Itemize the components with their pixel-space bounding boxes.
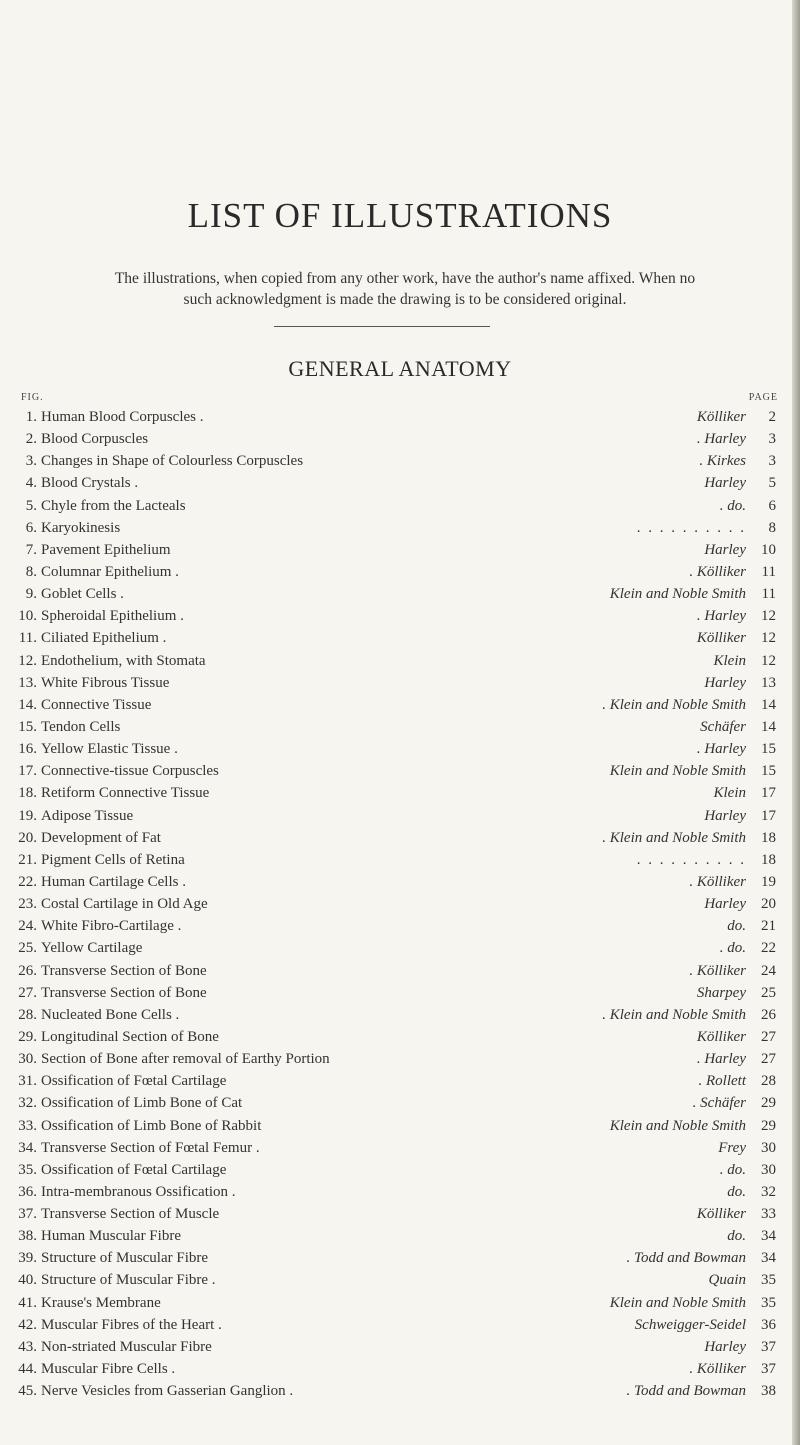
illustration-author: . Klein and Noble Smith <box>602 1006 746 1023</box>
illustration-title: Spheroidal Epithelium . <box>41 608 184 625</box>
list-item <box>0 583 800 605</box>
page-number: 27 <box>761 1051 776 1068</box>
illustration-author: Frey <box>718 1139 746 1156</box>
list-item <box>0 605 800 627</box>
illustration-title: Connective-tissue Corpuscles <box>41 763 219 780</box>
figure-number: 6. <box>25 519 37 536</box>
illustration-title: Connective Tissue <box>41 696 152 713</box>
illustration-title: Blood Crystals . <box>41 475 139 492</box>
page-column-header: PAGE <box>748 392 778 403</box>
list-item <box>0 960 800 982</box>
list-item <box>0 1358 800 1380</box>
list-item <box>0 937 800 959</box>
figure-number: 40. <box>18 1272 37 1289</box>
figure-number: 43. <box>18 1338 37 1355</box>
illustration-title: White Fibro-Cartilage . <box>41 918 182 935</box>
list-item <box>0 1092 800 1114</box>
figure-number: 18. <box>18 785 37 802</box>
illustration-title: Muscular Fibre Cells . <box>41 1361 176 1378</box>
figure-number: 5. <box>25 497 37 514</box>
figure-number: 3. <box>25 453 37 470</box>
illustration-author: Schweigger-Seidel <box>634 1316 746 1333</box>
figure-number: 31. <box>18 1073 37 1090</box>
figure-number: 29. <box>18 1028 37 1045</box>
figure-number: 36. <box>18 1183 37 1200</box>
illustration-author: Harley <box>704 475 746 492</box>
page-number: 24 <box>761 962 776 979</box>
illustration-title: Transverse Section of Fœtal Femur . <box>41 1139 260 1156</box>
list-item <box>0 782 800 804</box>
figure-number: 44. <box>18 1361 37 1378</box>
illustration-title: Endothelium, with Stomata <box>41 652 206 669</box>
illustration-title: Non-striated Muscular Fibre <box>41 1338 212 1355</box>
illustration-title: Ciliated Epithelium . <box>41 630 167 647</box>
page-number: 12 <box>761 608 776 625</box>
illustration-title: Ossification of Limb Bone of Cat <box>41 1095 243 1112</box>
list-item <box>0 561 800 583</box>
page-title: LIST OF ILLUSTRATIONS <box>187 196 613 235</box>
list-item <box>0 1048 800 1070</box>
illustration-author: Harley <box>704 541 746 558</box>
illustration-list <box>0 406 800 1402</box>
page-number: 12 <box>761 630 776 647</box>
list-item <box>0 1026 800 1048</box>
page-number: 25 <box>761 984 776 1001</box>
list-item <box>0 871 800 893</box>
list-item <box>0 760 800 782</box>
illustration-title: Human Cartilage Cells . <box>41 873 186 890</box>
page-number: 14 <box>761 718 776 735</box>
page-number: 35 <box>761 1294 776 1311</box>
page-number: 17 <box>761 807 776 824</box>
illustration-title: Nerve Vesicles from Gasserian Ganglion . <box>41 1383 294 1400</box>
figure-number: 34. <box>18 1139 37 1156</box>
page-number: 5 <box>768 475 776 492</box>
page-number: 15 <box>761 763 776 780</box>
figure-number: 30. <box>18 1051 37 1068</box>
page-number: 18 <box>761 851 776 868</box>
page-number: 14 <box>761 696 776 713</box>
illustration-author: do. <box>727 918 746 935</box>
illustration-author: Harley <box>704 807 746 824</box>
illustration-author: Kölliker <box>696 1028 746 1045</box>
illustration-title: Development of Fat <box>41 829 161 846</box>
page-number: 32 <box>761 1183 776 1200</box>
page-number: 21 <box>761 918 776 935</box>
figure-number: 32. <box>18 1095 37 1112</box>
page-number: 3 <box>768 453 776 470</box>
illustration-title: Costal Cartilage in Old Age <box>41 896 208 913</box>
illustration-title: Structure of Muscular Fibre . <box>41 1272 216 1289</box>
list-item <box>0 1314 800 1336</box>
figure-number: 17. <box>18 763 37 780</box>
figure-number: 12. <box>18 652 37 669</box>
list-item <box>0 716 800 738</box>
illustration-author: Klein <box>713 652 746 669</box>
list-item <box>0 738 800 760</box>
figure-number: 14. <box>18 696 37 713</box>
illustration-title: Ossification of Limb Bone of Rabbit <box>41 1117 262 1134</box>
list-item <box>0 849 800 871</box>
list-item <box>0 1269 800 1291</box>
page-number: 26 <box>761 1006 776 1023</box>
figure-number: 35. <box>18 1161 37 1178</box>
page-number: 10 <box>761 541 776 558</box>
intro-note <box>60 268 750 310</box>
page-number: 30 <box>761 1139 776 1156</box>
figure-number: 27. <box>18 984 37 1001</box>
illustration-author: . Harley <box>696 1051 746 1068</box>
illustration-title: Ossification of Fœtal Cartilage <box>41 1161 227 1178</box>
illustration-title: Section of Bone after removal of Earthy Portion <box>41 1051 330 1068</box>
illustration-author: Sharpey <box>696 984 746 1001</box>
illustration-author: Klein and Noble Smith <box>609 586 746 603</box>
illustration-title: Columnar Epithelium . <box>41 563 179 580</box>
figure-number: 39. <box>18 1250 37 1267</box>
list-item <box>0 1070 800 1092</box>
illustration-author: . Rollett <box>698 1073 746 1090</box>
section-title: GENERAL ANATOMY <box>288 356 512 381</box>
figure-number: 16. <box>18 741 37 758</box>
illustration-author: . Kölliker <box>689 873 746 890</box>
illustration-author: Schäfer <box>700 718 746 735</box>
page-number: 37 <box>761 1361 776 1378</box>
list-item <box>0 982 800 1004</box>
page-number: 34 <box>761 1228 776 1245</box>
illustration-title: Pigment Cells of Retina <box>41 851 185 868</box>
list-item <box>0 1137 800 1159</box>
illustration-author: do. <box>727 1183 746 1200</box>
illustration-title: Blood Corpuscles <box>41 431 149 448</box>
fig-column-header: FIG. <box>21 392 44 403</box>
divider <box>274 326 490 327</box>
illustration-title: Longitudinal Section of Bone <box>41 1028 219 1045</box>
list-item <box>0 406 800 428</box>
list-item <box>0 1225 800 1247</box>
figure-number: 4. <box>25 475 37 492</box>
page-number: 20 <box>761 896 776 913</box>
illustration-title: Chyle from the Lacteals <box>41 497 186 514</box>
figure-number: 2. <box>25 431 37 448</box>
list-item <box>0 1203 800 1225</box>
list-item <box>0 805 800 827</box>
figure-number: 19. <box>18 807 37 824</box>
figure-number: 10. <box>18 608 37 625</box>
illustration-author: . Klein and Noble Smith <box>602 829 746 846</box>
list-item <box>0 472 800 494</box>
illustration-author: Kölliker <box>696 630 746 647</box>
illustration-author: . Klein and Noble Smith <box>602 696 746 713</box>
page-number: 18 <box>761 829 776 846</box>
page-number: 13 <box>761 674 776 691</box>
illustration-author: Harley <box>704 1338 746 1355</box>
illustration-title: Retiform Connective Tissue <box>41 785 210 802</box>
figure-number: 24. <box>18 918 37 935</box>
illustration-title: Muscular Fibres of the Heart . <box>41 1316 222 1333</box>
figure-number: 20. <box>18 829 37 846</box>
page-number: 33 <box>761 1206 776 1223</box>
page-number: 29 <box>761 1095 776 1112</box>
illustration-author: . Harley <box>696 431 746 448</box>
illustration-author: Kölliker <box>696 409 746 425</box>
page-number: 34 <box>761 1250 776 1267</box>
illustration-title: Karyokinesis <box>41 519 121 536</box>
figure-number: 38. <box>18 1228 37 1245</box>
figure-number: 13. <box>18 674 37 691</box>
figure-number: 8. <box>25 563 37 580</box>
list-item <box>0 1380 800 1402</box>
list-item <box>0 1247 800 1269</box>
illustration-author: . do. <box>719 1161 746 1178</box>
illustration-author: . Schäfer <box>692 1095 746 1112</box>
illustration-author: . Todd and Bowman <box>626 1250 746 1267</box>
illustration-author: Harley <box>704 674 746 691</box>
page-number: 38 <box>761 1383 776 1400</box>
figure-number: 9. <box>25 586 37 603</box>
illustration-title: Human Blood Corpuscles . <box>41 409 204 425</box>
illustration-author: Harley <box>704 896 746 913</box>
list-item <box>0 915 800 937</box>
illustration-author: Klein and Noble Smith <box>609 1117 746 1134</box>
illustration-title: Yellow Cartilage <box>41 940 143 957</box>
figure-number: 45. <box>18 1383 37 1400</box>
page-number: 11 <box>761 563 776 580</box>
illustration-title: Structure of Muscular Fibre <box>41 1250 209 1267</box>
illustration-author: . do. <box>719 497 746 514</box>
page-number: 12 <box>761 652 776 669</box>
page-number: 30 <box>761 1161 776 1178</box>
list-item <box>0 1181 800 1203</box>
list-item <box>0 1336 800 1358</box>
list-item <box>0 672 800 694</box>
list-item <box>0 428 800 450</box>
figure-number: 11. <box>18 630 37 647</box>
list-item <box>0 694 800 716</box>
intro-line: The illustrations, when copied from any other work, have the author's name affixed. When no <box>114 270 696 287</box>
page-number: 3 <box>768 431 776 448</box>
illustration-author: Klein and Noble Smith <box>609 1294 746 1311</box>
figure-number: 28. <box>18 1006 37 1023</box>
illustration-title: Tendon Cells <box>41 718 121 735</box>
illustration-author: Kölliker <box>696 1206 746 1223</box>
illustration-author: . Kölliker <box>689 962 746 979</box>
illustration-title: Transverse Section of Muscle <box>41 1206 220 1223</box>
illustration-author: . Harley <box>696 741 746 758</box>
page-number: 29 <box>761 1117 776 1134</box>
list-item <box>0 650 800 672</box>
illustration-author: Quain <box>708 1272 746 1289</box>
page-number: 19 <box>761 873 776 890</box>
page-number: 37 <box>761 1338 776 1355</box>
figure-number: 26. <box>18 962 37 979</box>
page-number: 11 <box>761 586 776 603</box>
list-item <box>0 1004 800 1026</box>
illustration-author: . Kölliker <box>689 563 746 580</box>
page-number: 36 <box>761 1316 776 1333</box>
illustration-title: Changes in Shape of Colourless Corpuscles <box>41 453 304 470</box>
figure-number: 15. <box>18 718 37 735</box>
intro-line: such acknowledgment is made the drawing is to be considered original. <box>183 291 627 308</box>
figure-number: 22. <box>18 873 37 890</box>
page-number: 6 <box>768 497 776 514</box>
illustration-title: Transverse Section of Bone <box>41 984 207 1001</box>
illustration-author: . do. <box>719 940 746 957</box>
illustration-title: Goblet Cells . <box>41 586 124 603</box>
list-item <box>0 1292 800 1314</box>
list-item <box>0 893 800 915</box>
page-number: 27 <box>761 1028 776 1045</box>
page-number: 28 <box>761 1073 776 1090</box>
illustration-title: Intra-membranous Ossification . <box>41 1183 236 1200</box>
illustration-title: Adipose Tissue <box>41 807 134 824</box>
illustration-title: Human Muscular Fibre <box>41 1228 181 1245</box>
figure-number: 25. <box>18 940 37 957</box>
page-number: 22 <box>761 940 776 957</box>
illustration-author: . . . . . . . . . . <box>636 851 746 868</box>
illustration-author: . Harley <box>696 608 746 625</box>
illustration-title: Pavement Epithelium <box>41 541 171 558</box>
figure-number: 42. <box>18 1316 37 1333</box>
illustration-author: . . . . . . . . . . <box>636 519 746 536</box>
list-item <box>0 539 800 561</box>
illustration-author: . Kirkes <box>699 453 746 470</box>
list-item <box>0 450 800 472</box>
illustration-author: Klein <box>713 785 746 802</box>
figure-number: 1. <box>25 409 37 425</box>
illustration-title: Nucleated Bone Cells . <box>41 1006 180 1023</box>
illustration-author: . Kölliker <box>689 1361 746 1378</box>
page-number: 35 <box>761 1272 776 1289</box>
list-item <box>0 517 800 539</box>
illustration-title: Yellow Elastic Tissue . <box>41 741 178 758</box>
illustration-title: White Fibrous Tissue <box>41 674 170 691</box>
figure-number: 23. <box>18 896 37 913</box>
figure-number: 21. <box>18 851 37 868</box>
illustration-title: Krause's Membrane <box>41 1294 161 1311</box>
figure-number: 37. <box>18 1206 37 1223</box>
figure-number: 41. <box>18 1294 37 1311</box>
illustration-author: Klein and Noble Smith <box>609 763 746 780</box>
illustration-author: . Todd and Bowman <box>626 1383 746 1400</box>
illustration-title: Ossification of Fœtal Cartilage <box>41 1073 227 1090</box>
page-number: 2 <box>768 409 776 425</box>
list-item <box>0 627 800 649</box>
figure-number: 33. <box>18 1117 37 1134</box>
illustration-title: Transverse Section of Bone <box>41 962 207 979</box>
list-item <box>0 1115 800 1137</box>
page-number: 17 <box>761 785 776 802</box>
list-item <box>0 495 800 517</box>
page-number: 8 <box>768 519 776 536</box>
illustration-author: do. <box>727 1228 746 1245</box>
figure-number: 7. <box>25 541 37 558</box>
list-item <box>0 1159 800 1181</box>
page-number: 15 <box>761 741 776 758</box>
list-item <box>0 827 800 849</box>
